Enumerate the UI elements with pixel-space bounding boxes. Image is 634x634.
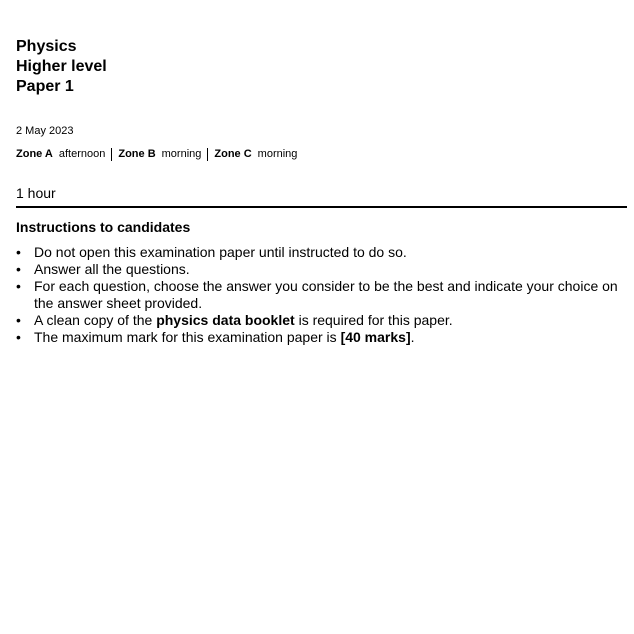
bullet-icon: • [16,244,21,260]
zone-a [16,147,105,161]
zone-c-name: Zone C [214,148,252,160]
instruction-text: Answer all the questions. [34,261,190,277]
max-marks: [40 marks] [340,329,411,345]
list-item [16,244,627,261]
paper-title [16,37,627,97]
paper-number: Paper 1 [16,78,74,95]
instructions-heading: Instructions to candidates [16,219,191,235]
list-item [16,312,627,329]
list-item [16,278,627,312]
zone-times [16,147,627,161]
zone-c [214,147,297,161]
booklet-text-pre: A clean copy of the [34,312,157,328]
zone-b-name: Zone B [118,148,156,160]
bullet-icon: • [16,278,21,294]
exam-date: 2 May 2023 [16,125,74,137]
zone-a-name: Zone A [16,148,53,160]
zone-divider [207,148,208,161]
list-item [16,261,627,278]
zone-b [118,147,201,161]
subject-title: Physics [16,38,77,55]
level-title: Higher level [16,58,107,75]
list-item [16,329,627,346]
instruction-text [34,329,415,345]
zone-b-time: morning [161,148,202,160]
instruction-text: For each question, choose the answer you consider to be the best and indicate your choice on the answer sheet provided. [34,278,618,311]
data-booklet-name: physics data booklet [156,312,295,328]
marks-text-pre: The maximum mark for this examination paper is [34,329,341,345]
exam-cover-page [16,37,627,346]
zone-c-time: morning [257,148,298,160]
instruction-text: Do not open this examination paper until instructed to do so. [34,244,407,260]
instruction-text [34,312,453,328]
bullet-icon: • [16,312,21,328]
exam-duration: 1 hour [16,184,627,208]
zone-divider [111,148,112,161]
booklet-text-post: is required for this paper. [294,312,453,328]
bullet-icon: • [16,261,21,277]
bullet-icon: • [16,329,21,345]
zone-a-time: afternoon [58,148,106,160]
marks-text-post: . [410,329,415,345]
instructions-list [16,244,627,346]
